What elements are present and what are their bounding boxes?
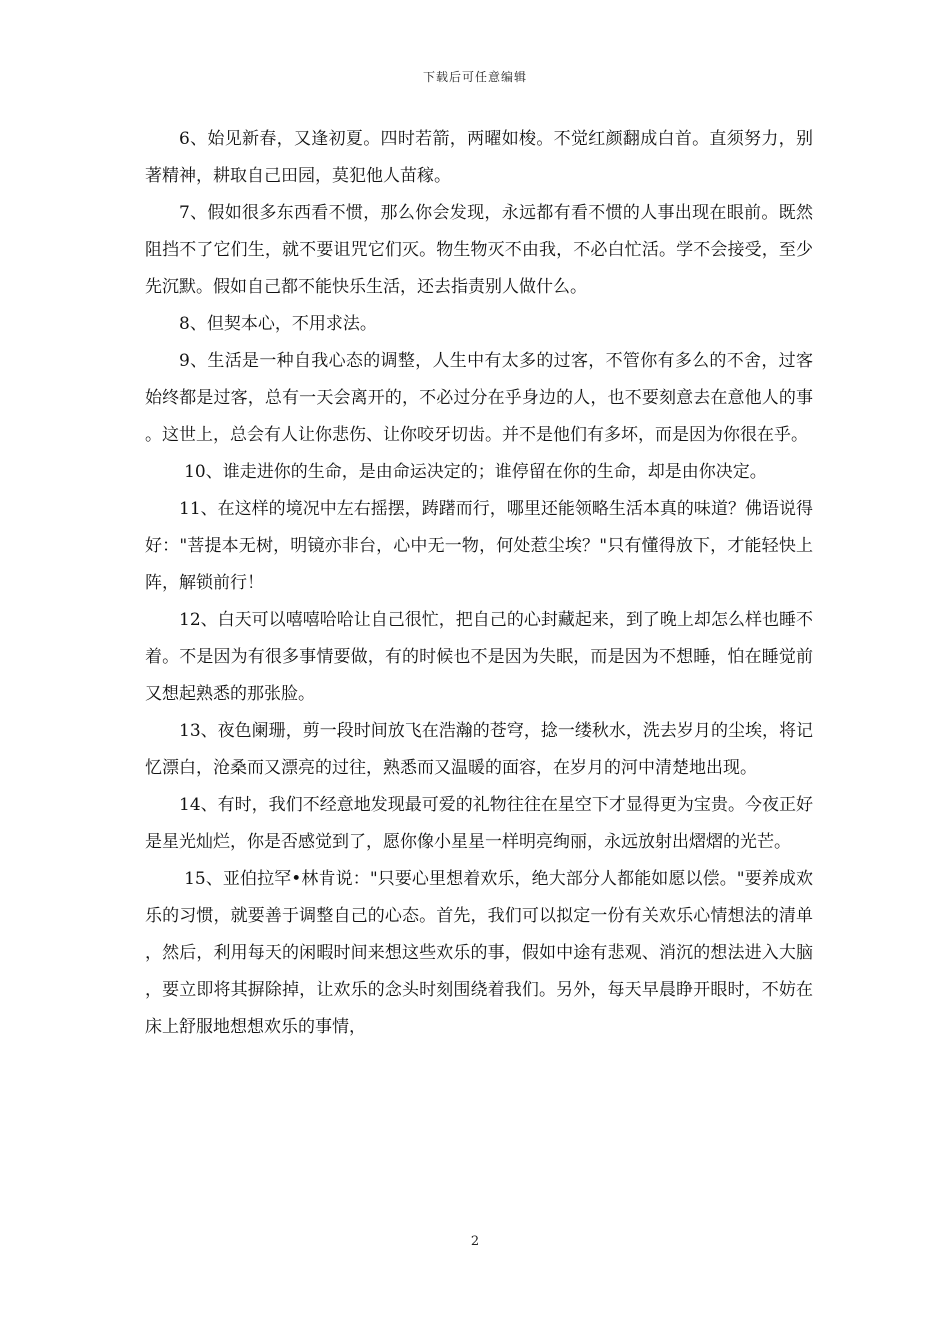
paragraph-8: 8、但契本心，不用求法。 [179,314,377,334]
paragraph-15: 15、亚伯拉罕•林肯说："只要心里想着欢乐，绝大部分人都能如愿以偿。"要养成欢乐的习惯，就要善于调整自己的心态。首先，我们可以拟定一份有关欢乐心情想法的清单，然后，利用每天的闲暇时间来想这些欢乐的事，假如中途有悲观、消沉的想法进入大脑，要立即将其摒除掉，让欢乐的念头时刻围绕着我们。另外，每天早晨睁开眼时，不妨在床上舒服地想想欢乐的事情， [145,869,813,1037]
paragraph-11: 11、在这样的境况中左右摇摆，踌躇而行，哪里还能领略生活本真的味道？佛语说得好："菩提本无树，明镜亦非台，心中无一物，何处惹尘埃？"只有懂得放下，才能轻快上阵，解锁前行！ [145,499,813,593]
paragraph-12: 12、白天可以嘻嘻哈哈让自己很忙，把自己的心封藏起来，到了晚上却怎么样也睡不着。不是因为有很多事情要做，有的时候也不是因为失眠，而是因为不想睡，怕在睡觉前又想起熟悉的那张脸。 [145,610,813,704]
paragraph-14: 14、有时，我们不经意地发现最可爱的礼物往往在星空下才显得更为宝贵。今夜正好是星光灿烂，你是否感觉到了，愿你像小星星一样明亮绚丽，永远放射出熠熠的光芒。 [145,795,813,852]
body-text [145,121,813,1046]
page-number: 2 [470,1234,480,1249]
page-header: 下载后可任意编辑 [422,70,527,84]
paragraph-9: 9、生活是一种自我心态的调整，人生中有太多的过客，不管你有多么的不舍，过客始终都是过客，总有一天会离开的，不必过分在乎身边的人，也不要刻意去在意他人的事。这世上，总会有人让你悲伤、让你咬牙切齿。并不是他们有多坏，而是因为你很在乎。 [145,351,813,445]
paragraph-6: 6、始见新春，又逢初夏。四时若箭，两曜如梭。不觉红颜翻成白首。直须努力，别著精神，耕取自己田园，莫犯他人苗稼。 [145,129,813,186]
paragraph-10: 10、谁走进你的生命，是由命运决定的；谁停留在你的生命，却是由你决定。 [184,462,767,482]
paragraph-7: 7、假如很多东西看不惯，那么你会发现，永远都有看不惯的人事出现在眼前。既然阻挡不了它们生，就不要诅咒它们灭。物生物灭不由我，不必白忙活。学不会接受，至少先沉默。假如自己都不能快乐生活，还去指责别人做什么。 [145,203,813,297]
paragraph-13: 13、夜色阑珊，剪一段时间放飞在浩瀚的苍穹，捻一缕秋水，洗去岁月的尘埃，将记忆漂白，沧桑而又漂亮的过往，熟悉而又温暖的面容，在岁月的河中清楚地出现。 [145,721,813,778]
